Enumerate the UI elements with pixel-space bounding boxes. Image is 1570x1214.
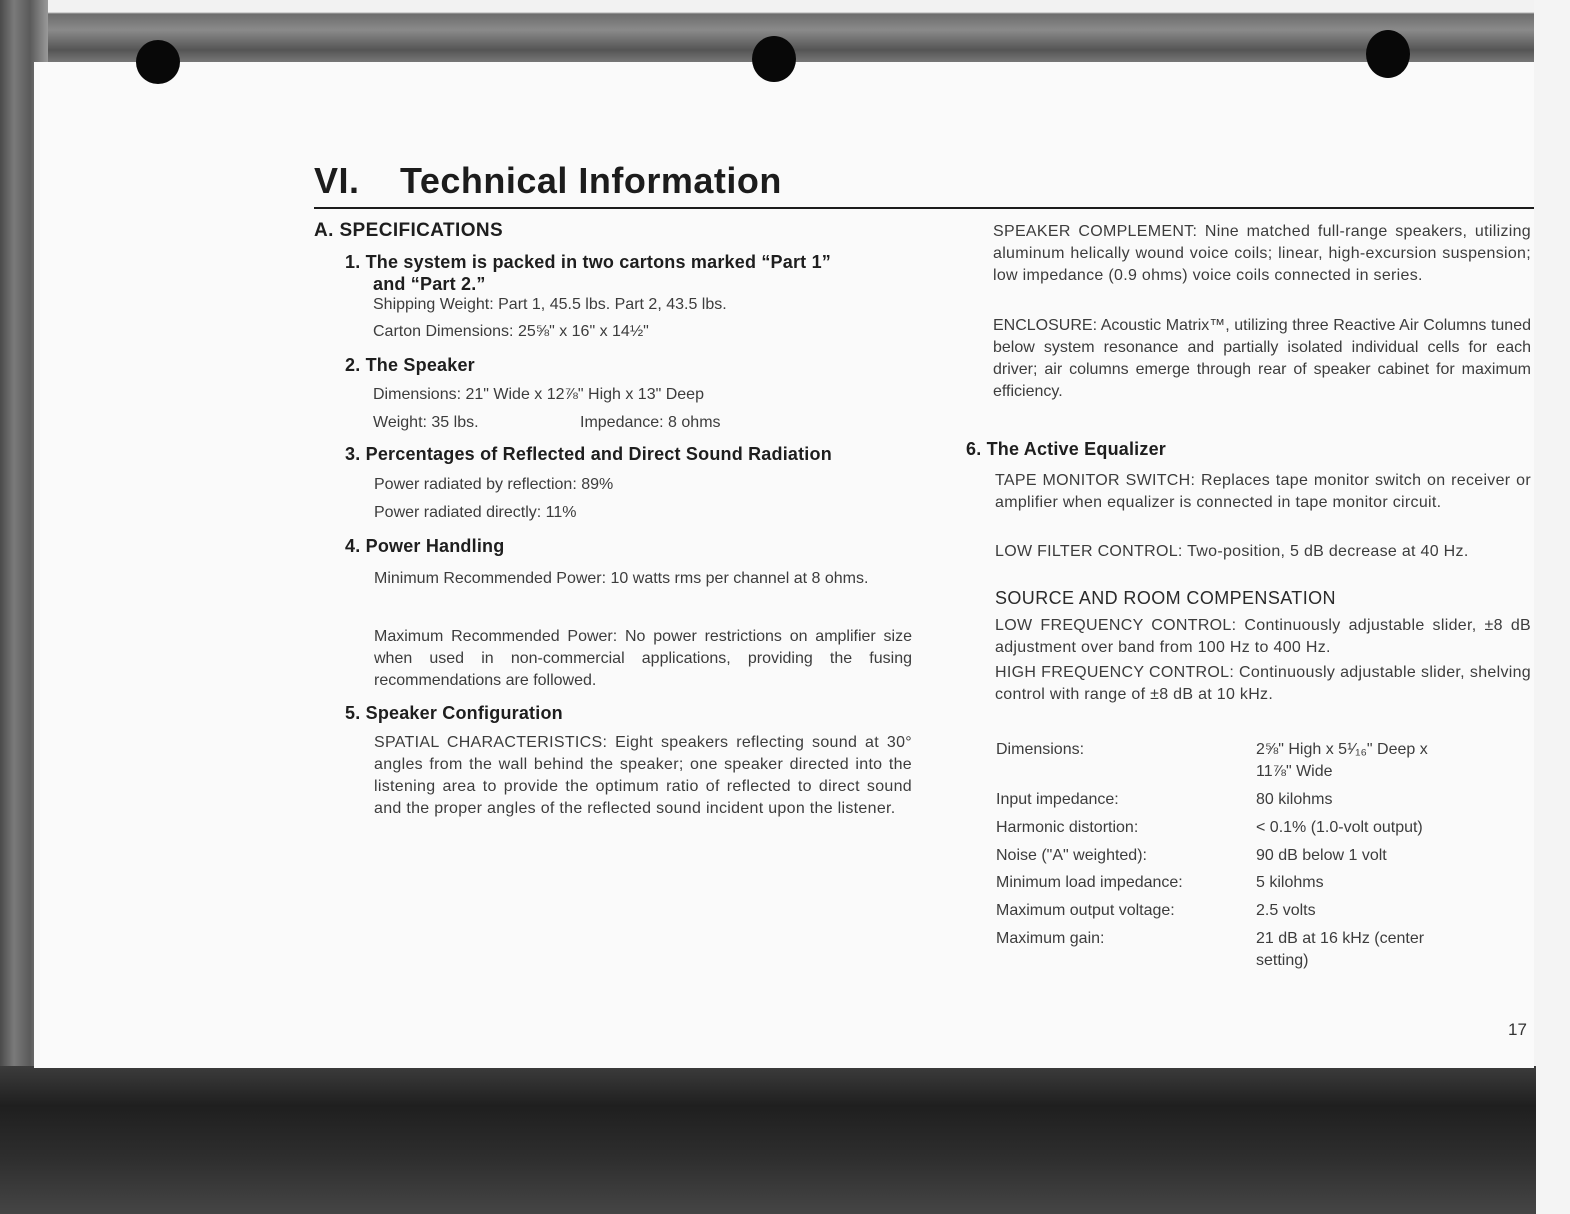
spatial-characteristics: SPATIAL CHARACTERISTICS: Eight speakers reflecting sound at 30° angles from the wall behind the speaker; one speaker directed into the listening area to provide the optimum ratio of reflected to direct sound and the proper angles of the reflected sound incident upon the listener. bbox=[374, 734, 912, 817]
power-directly: Power radiated directly: 11% bbox=[374, 504, 577, 521]
eq-value-max-gain: 21 dB at 16 kHz (center bbox=[1256, 930, 1425, 947]
speaker-complement: SPEAKER COMPLEMENT: Nine matched full-range speakers, utilizing aluminum helically wound voice coils; linear, high-excursion suspension; low impedance (0.9 ohms) voice coils connected in series. bbox=[993, 223, 1531, 284]
item5-heading: 5. Speaker Configuration bbox=[345, 703, 563, 723]
item1-heading-line1: 1. The system is packed in two cartons marked “Part 1” bbox=[345, 252, 831, 272]
eq-value-dimensions: 2⅝" High x 5¹⁄₁₆" Deep x bbox=[1256, 741, 1428, 758]
shipping-weight: Shipping Weight: Part 1, 45.5 lbs. Part 2, 43.5 lbs. bbox=[373, 296, 727, 313]
eq-label-harmonic-distortion: Harmonic distortion: bbox=[996, 819, 1139, 836]
item6-heading: 6. The Active Equalizer bbox=[966, 439, 1166, 459]
eq-label-noise: Noise ("A" weighted): bbox=[996, 847, 1147, 864]
high-frequency-control: HIGH FREQUENCY CONTROL: Continuously adjustable slider, shelving control with range of ±8 dB at 10 kHz. bbox=[995, 664, 1531, 703]
eq-label-dimensions: Dimensions: bbox=[996, 741, 1085, 758]
eq-value-noise: 90 dB below 1 volt bbox=[1256, 847, 1387, 864]
eq-value-dimensions-cont: 11⅞" Wide bbox=[1256, 763, 1333, 780]
speaker-dimensions: Dimensions: 21" Wide x 12⅞" High x 13" Deep bbox=[373, 386, 704, 403]
speaker-impedance: Impedance: 8 ohms bbox=[580, 414, 721, 431]
page-title-number: VI. bbox=[314, 160, 360, 201]
eq-label-max-gain: Maximum gain: bbox=[996, 930, 1105, 947]
carton-dimensions: Carton Dimensions: 25⅝" x 16" x 14½" bbox=[373, 323, 649, 340]
enclosure: ENCLOSURE: Acoustic Matrix™, utilizing three Reactive Air Columns tuned below system resonance and partially isolated individual cells for each driver; air columns emerge through rear of speaker cabinet for maximum efficiency. bbox=[993, 317, 1531, 400]
minimum-recommended-power: Minimum Recommended Power: 10 watts rms per channel at 8 ohms. bbox=[374, 570, 869, 587]
power-by-reflection: Power radiated by reflection: 89% bbox=[374, 476, 614, 493]
binder-hole-left bbox=[136, 40, 180, 84]
section-heading-specifications: A. SPECIFICATIONS bbox=[314, 220, 504, 241]
binder-hole-right bbox=[1366, 30, 1410, 78]
low-frequency-control: LOW FREQUENCY CONTROL: Continuously adjustable slider, ±8 dB adjustment over band from 100 Hz to 400 Hz. bbox=[995, 617, 1531, 656]
eq-value-max-gain-cont: setting) bbox=[1256, 952, 1309, 969]
page-title bbox=[314, 160, 782, 202]
item2-heading: 2. The Speaker bbox=[345, 355, 475, 375]
eq-value-min-load-impedance: 5 kilohms bbox=[1256, 874, 1324, 891]
item1-heading-line2: and “Part 2.” bbox=[373, 274, 486, 294]
eq-label-min-load-impedance: Minimum load impedance: bbox=[996, 874, 1183, 891]
eq-value-max-output-voltage: 2.5 volts bbox=[1256, 902, 1316, 919]
eq-label-max-output-voltage: Maximum output voltage: bbox=[996, 902, 1175, 919]
title-rule bbox=[314, 207, 1534, 209]
low-filter-control: LOW FILTER CONTROL: Two-position, 5 dB decrease at 40 Hz. bbox=[995, 543, 1469, 560]
item4-heading: 4. Power Handling bbox=[345, 536, 505, 556]
page-number: 17 bbox=[1508, 1020, 1527, 1039]
compensation-heading: SOURCE AND ROOM COMPENSATION bbox=[995, 588, 1336, 608]
scan-right-edge bbox=[1534, 0, 1570, 1214]
binder-hole-center bbox=[752, 36, 796, 82]
tape-monitor-switch: TAPE MONITOR SWITCH: Replaces tape monitor switch on receiver or amplifier when equalizer is connected in tape monitor circuit. bbox=[995, 472, 1531, 511]
eq-label-input-impedance: Input impedance: bbox=[996, 791, 1119, 808]
eq-value-harmonic-distortion: < 0.1% (1.0-volt output) bbox=[1256, 819, 1423, 836]
speaker-weight: Weight: 35 lbs. bbox=[373, 414, 479, 431]
scan-bottom-edge bbox=[0, 1066, 1536, 1214]
eq-value-input-impedance: 80 kilohms bbox=[1256, 791, 1333, 808]
maximum-recommended-power: Maximum Recommended Power: No power restrictions on amplifier size when used in non-commercial applications, providing the fusing recommendations are followed. bbox=[374, 628, 912, 689]
item3-heading: 3. Percentages of Reflected and Direct Sound Radiation bbox=[345, 444, 832, 464]
page-title-text: Technical Information bbox=[400, 160, 782, 201]
